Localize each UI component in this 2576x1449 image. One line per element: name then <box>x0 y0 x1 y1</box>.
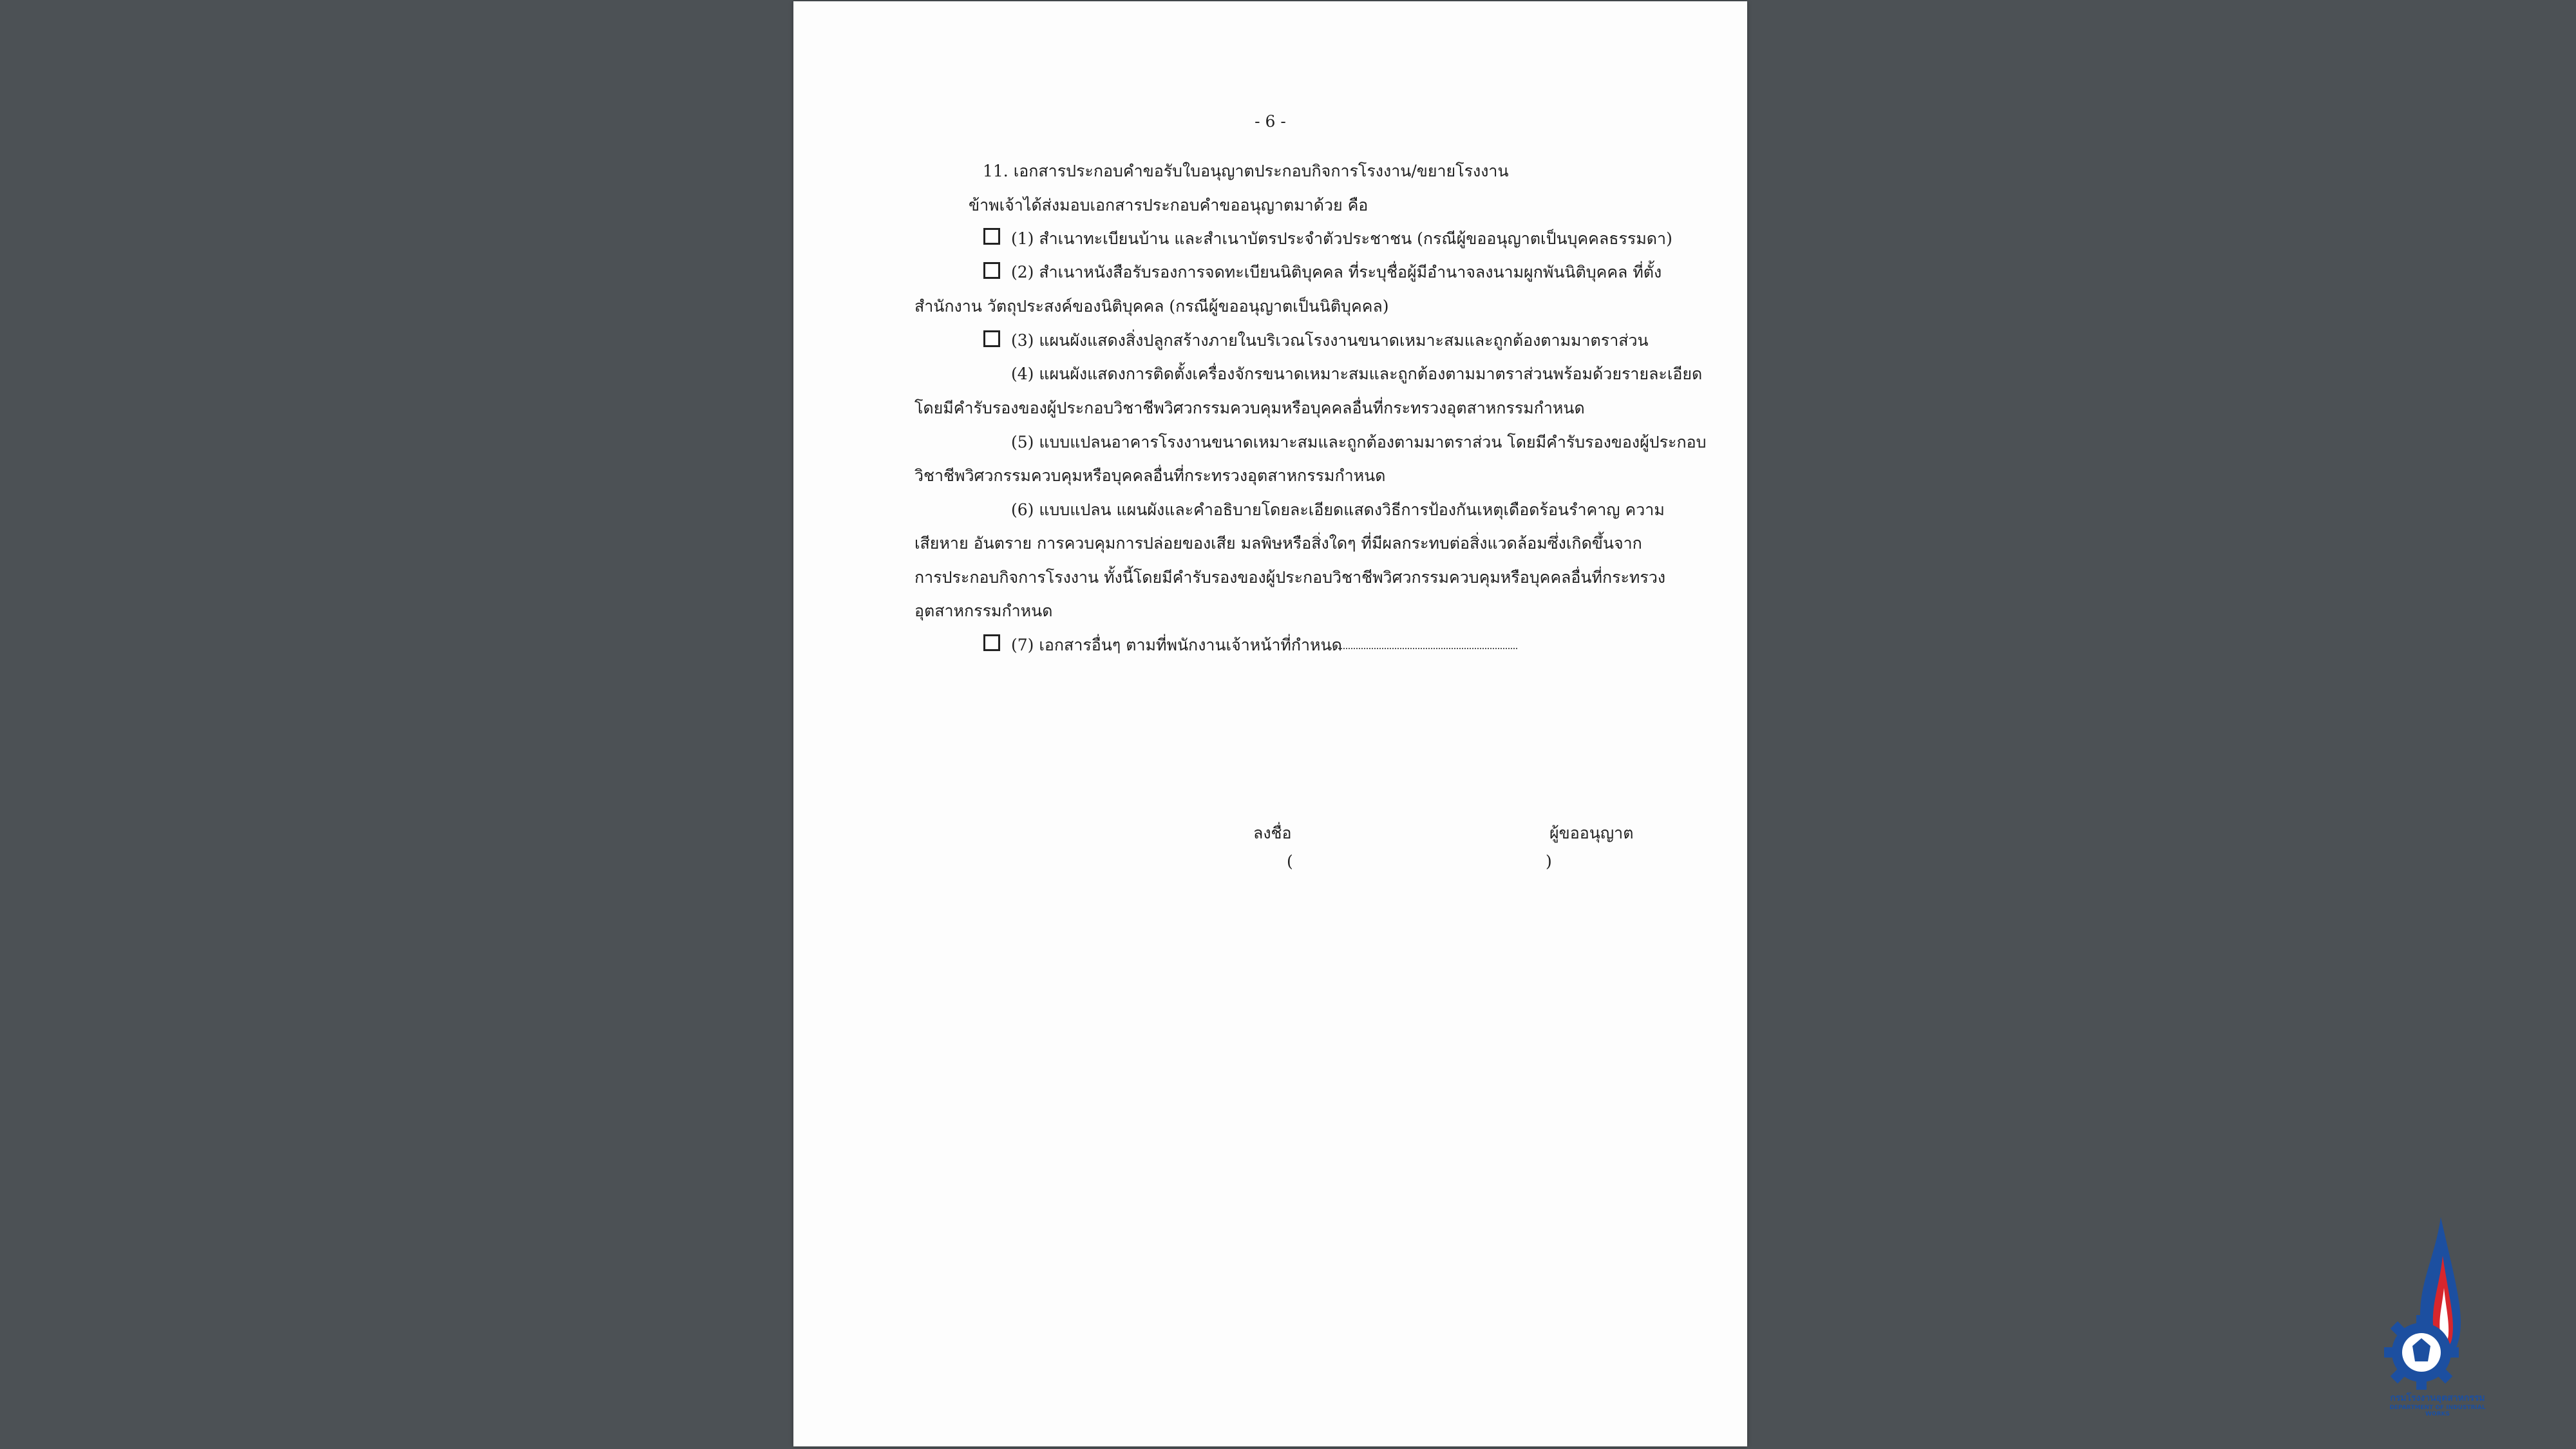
page-number: - 6 - <box>1255 112 1286 131</box>
checkbox-item-1[interactable] <box>983 228 1000 245</box>
item-4-line-2: โดยมีคำรับรองของผู้ประกอบวิชาชีพวิศวกรรมควบคุมหรือบุคคลอื่นที่กระทรวงอุตสาหกรรมกำหนด <box>914 399 1585 417</box>
signature-label: ลงชื่อ <box>1253 824 1292 842</box>
item-7-line-1: (7) เอกสารอื่นๆ ตามที่พนักงานเจ้าหน้าที่กำหนด <box>1011 636 1342 654</box>
logo-subtext: DEPARTMENT OF INDUSTRIAL WORKS <box>2389 1405 2486 1417</box>
item-4-line-1: (4) แผนผังแสดงการติดตั้งเครื่องจักรขนาดเหมาะสมและถูกต้องตามมาตราส่วนพร้อมด้วยรายละเอียด <box>1011 365 1703 383</box>
checkbox-item-3[interactable] <box>983 330 1000 347</box>
signature-role: ผู้ขออนุญาต <box>1549 824 1634 842</box>
item-6-line-4: อุตสาหกรรมกำหนด <box>914 601 1053 620</box>
item-6-line-3: การประกอบกิจการโรงงาน ทั้งนี้โดยมีคำรับรองของผู้ประกอบวิชาชีพวิศวกรรมควบคุมหรือบุคคลอื่นที่กระทรวง <box>914 568 1666 587</box>
item-5-line-2: วิชาชีพวิศวกรรมควบคุมหรือบุคคลอื่นที่กระทรวงอุตสาหกรรมกำหนด <box>914 466 1386 485</box>
document-page <box>793 1 1747 1446</box>
department-logo-icon <box>2376 1211 2486 1423</box>
checkbox-item-2[interactable] <box>983 262 1000 279</box>
item-1-line-1: (1) สำเนาทะเบียนบ้าน และสำเนาบัตรประจำตัวประชาชน (กรณีผู้ขออนุญาตเป็นบุคคลธรรมดา) <box>1011 229 1672 248</box>
intro-text: ข้าพเจ้าได้ส่งมอบเอกสารประกอบคำขออนุญาตมาด้วย คือ <box>969 196 1368 214</box>
item-2-line-1: (2) สำเนาหนังสือรับรองการจดทะเบียนนิติบุคคล ที่ระบุชื่อผู้มีอำนาจลงนามผูกพันนิติบุคคล ที่ตั้ง <box>1011 263 1662 281</box>
item-6-line-1: (6) แบบแปลน แผนผังและคำอธิบายโดยละเอียดแสดงวิธีการป้องกันเหตุเดือดร้อนรำคาญ ความ <box>1011 500 1665 519</box>
section-title: 11. เอกสารประกอบคำขอรับใบอนุญาตประกอบกิจการโรงงาน/ขยายโรงงาน <box>983 162 1509 180</box>
item-2-line-2: สำนักงาน วัตถุประสงค์ของนิติบุคคล (กรณีผู้ขออนุญาตเป็นนิติบุคคล) <box>914 297 1389 316</box>
item-5-line-1: (5) แบบแปลนอาคารโรงงานขนาดเหมาะสมและถูกต้องตามมาตราส่วน โดยมีคำรับรองของผู้ประกอบ <box>1011 433 1707 451</box>
signature-close-paren: ) <box>1546 852 1552 871</box>
checkbox-item-7[interactable] <box>983 634 1000 651</box>
item-6-line-2: เสียหาย อันตราย การควบคุมการปล่อยของเสีย มลพิษหรือสิ่งใดๆ ที่มีผลกระทบต่อสิ่งแวดล้อมซึ่งเกิดขึ้นจาก <box>914 534 1642 553</box>
fill-in-line <box>1331 648 1517 649</box>
logo-text: กรมโรงงานอุตสาหกรรม <box>2390 1393 2485 1403</box>
signature-open-paren: ( <box>1287 852 1293 871</box>
item-3-line-1: (3) แผนผังแสดงสิ่งปลูกสร้างภายในบริเวณโรงงานขนาดเหมาะสมและถูกต้องตามมาตราส่วน <box>1011 331 1649 350</box>
